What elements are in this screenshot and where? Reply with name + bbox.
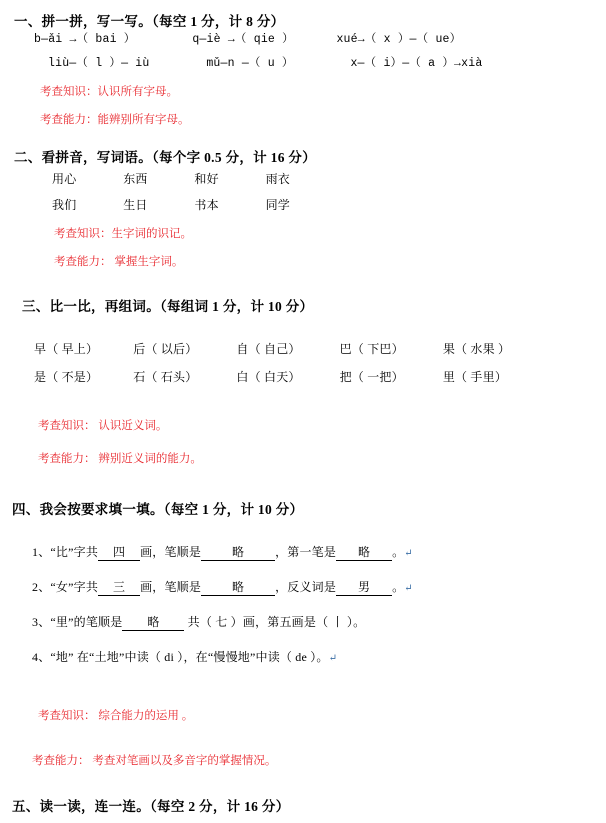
section-1-knowledge-note (40, 83, 178, 99)
word-cell: 雨衣 (265, 172, 291, 186)
pair-cell: 巴（ 下巴） (339, 342, 404, 356)
question-text-pre: “女”字共 (50, 580, 99, 594)
question-text-mid: 画，笔顺是 (140, 580, 202, 594)
section-3-pairs-row-2 (34, 368, 543, 385)
question-text-mid: 共（ 七 ）画，第五画是（ 丨 ）。 (187, 615, 366, 629)
question-number: 4、 (32, 650, 51, 664)
ability-label: 考查能力： (32, 755, 90, 767)
paragraph-mark-icon: ↵ (404, 548, 413, 559)
answer-blank[interactable]: 四 (98, 543, 140, 561)
word-cell: 用心 (52, 172, 77, 186)
section-4-question-1 (32, 543, 413, 561)
word-cell: 东西 (123, 172, 148, 186)
question-text-end: 。 (392, 545, 405, 559)
question-number: 1、 (32, 545, 51, 559)
knowledge-text: 认识所有字母。 (97, 86, 178, 98)
ability-text: 能辨别所有字母。 (97, 114, 190, 126)
word-cell: 同学 (265, 198, 291, 212)
section-2-words-row-1 (52, 170, 334, 187)
section-5-heading: 五、读一读，连一连。（每空 2 分，计 16 分） (12, 799, 290, 814)
section-2-knowledge-note (54, 225, 192, 241)
section-4-question-3 (32, 613, 365, 631)
question-text-pre: “地” 在“土地”中读（ di ），在“慢慢地”中读（ de ）。 (50, 650, 329, 664)
section-2-heading: 二、看拼音，写词语。（每个字 0.5 分，计 16 分） (14, 150, 317, 165)
pair-cell: 把（ 一把） (339, 370, 404, 384)
section-4-ability-note (32, 752, 276, 768)
knowledge-text: 认识近义词。 (98, 420, 168, 432)
question-text-pre: “里”的笔顺是 (50, 615, 123, 629)
ability-label: 考查能力： (38, 453, 96, 465)
pair-cell: 后（ 以后） (133, 342, 198, 356)
question-number: 3、 (32, 615, 51, 629)
section-1-pinyin-line-1: b—ǎi →（ bai ） q—iè →（ qie ） xué→（ x ）—（ ue） (34, 33, 462, 46)
word-cell: 生日 (123, 198, 148, 212)
pair-cell: 自（ 自己） (236, 342, 301, 356)
section-4-question-4 (32, 648, 337, 665)
section-3-knowledge-note (38, 417, 167, 433)
answer-blank[interactable]: 男 (336, 578, 392, 596)
question-text-mid2: ，反义词是 (275, 580, 337, 594)
pair-cell: 石（ 石头） (133, 370, 198, 384)
paragraph-mark-icon: ↵ (404, 583, 413, 594)
pair-cell: 里（ 手里） (442, 370, 508, 384)
word-cell: 我们 (52, 198, 77, 212)
section-3-pairs-row-1 (34, 340, 543, 357)
section-1-pinyin-line-2: liù—（ l ）— iù mǔ—n —（ u ） x—（ i）—（ a ）→xià (48, 57, 483, 70)
section-2-words-row-2 (52, 196, 334, 213)
pair-cell: 是（ 不是） (34, 370, 99, 384)
section-4-question-2 (32, 578, 413, 596)
section-3-ability-note (38, 450, 202, 466)
question-number: 2、 (32, 580, 51, 594)
answer-blank[interactable]: 三 (98, 578, 140, 596)
section-1-ability-note (40, 111, 190, 127)
answer-blank[interactable]: 略 (122, 613, 184, 631)
question-text-mid2: ，第一笔是 (275, 545, 337, 559)
section-3-heading: 三、比一比，再组词。（每组词 1 分，计 10 分） (22, 299, 314, 314)
knowledge-label: 考查知识： (38, 710, 96, 722)
knowledge-label: 考查知识： (40, 86, 98, 98)
section-4-knowledge-note (38, 707, 193, 723)
answer-blank[interactable]: 略 (201, 578, 275, 596)
ability-text: 辨别近义词的能力。 (98, 453, 202, 465)
knowledge-label: 考查知识： (54, 228, 112, 240)
answer-blank[interactable]: 略 (336, 543, 392, 561)
word-cell: 书本 (194, 198, 219, 212)
pair-cell: 白（ 白天） (236, 370, 301, 384)
section-1-heading: 一、拼一拼，写一写。（每空 1 分，计 8 分） (14, 14, 285, 29)
knowledge-text: 综合能力的运用 。 (98, 710, 194, 722)
section-4-heading: 四、我会按要求填一填。（每空 1 分，计 10 分） (12, 502, 304, 517)
paragraph-mark-icon: ↵ (328, 653, 338, 664)
question-text-mid: 画，笔顺是 (140, 545, 202, 559)
ability-text: 考查对笔画以及多音字的掌握情况。 (92, 755, 277, 767)
ability-label: 考查能力： (54, 256, 112, 268)
knowledge-text: 生字词的识记。 (111, 228, 192, 240)
pair-cell: 果（ 水果 ） (442, 342, 511, 356)
question-text-pre: “比”字共 (50, 545, 99, 559)
word-cell: 和好 (194, 172, 219, 186)
knowledge-label: 考查知识： (38, 420, 96, 432)
section-2-ability-note (54, 253, 183, 269)
ability-label: 考查能力： (40, 114, 98, 126)
ability-text: 掌握生字词。 (114, 256, 184, 268)
pair-cell: 早（ 早上） (34, 342, 99, 356)
answer-blank[interactable]: 略 (201, 543, 275, 561)
question-text-end: 。 (392, 580, 405, 594)
